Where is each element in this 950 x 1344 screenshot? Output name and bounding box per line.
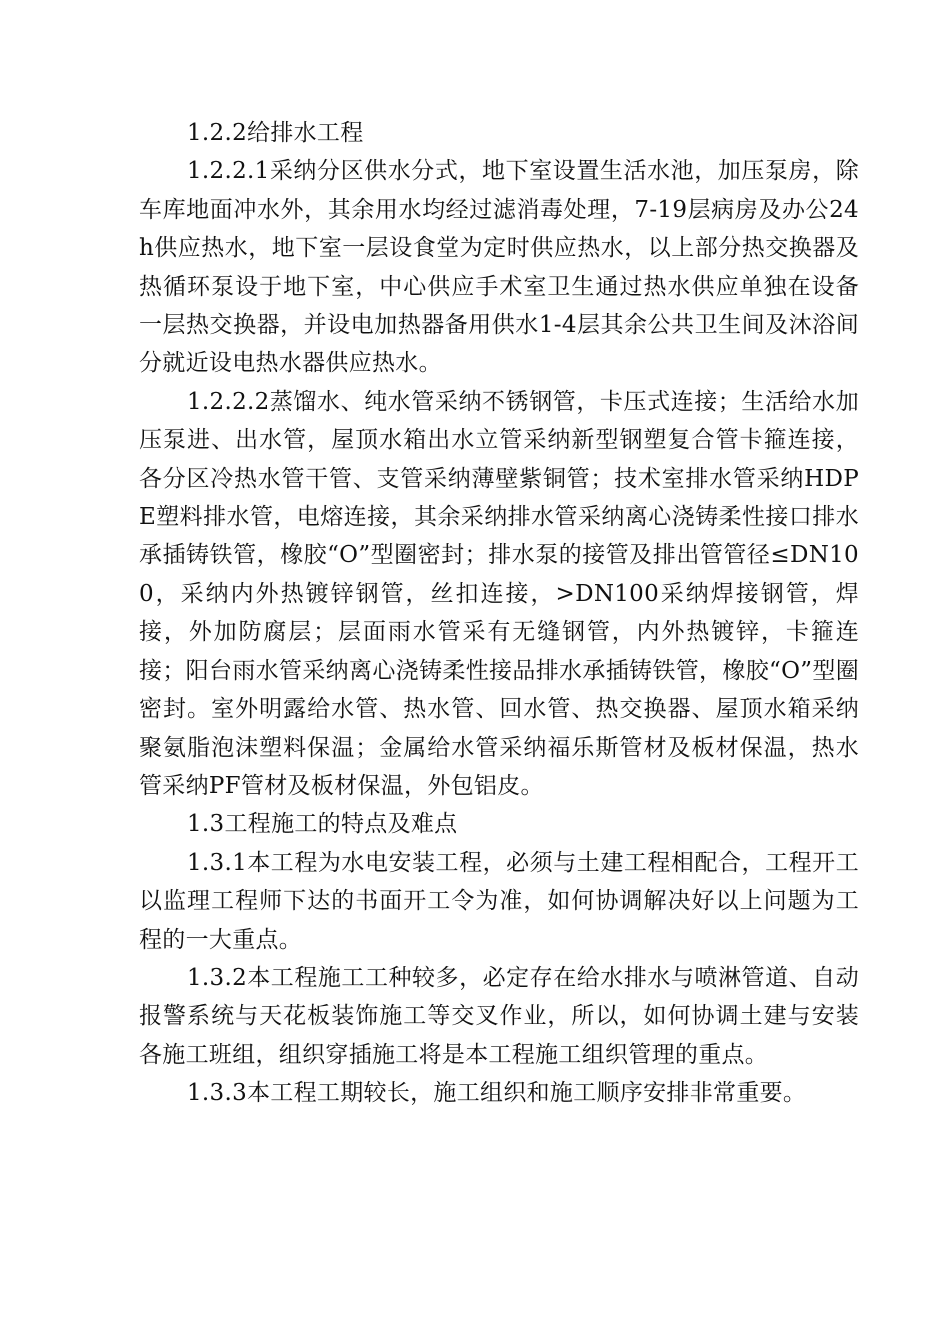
paragraph-1-3-2: 1.3.2本工程施工工种较多，必定存在给水排水与喷淋管道、自动报警系统与天花板装饰施工等交叉作业，所以，如何协调土建与安装各施工班组，组织穿插施工将是本工程施工组织管理的重点。: [139, 964, 859, 1068]
document-body: [139, 114, 859, 1113]
section-heading-1-2-2: 1.2.2给排水工程: [187, 120, 364, 146]
section-heading-1-3: 1.3工程施工的特点及难点: [187, 811, 458, 838]
paragraph-1-2-2-2: 1.2.2.2蒸馏水、纯水管采纳不锈钢管，卡压式连接；生活给水加压泵进、出水管，屋顶水箱出水立管采纳新型钢塑复合管卡箍连接，各分区冷热水管干管、支管采纳薄壁紫铜管；技术室排水管采纳HDPE塑料排水管，电熔连接，其余采纳排水管采纳离心浇铸柔性接口排水承插铸铁管，橡胶“O”型圈密封；排水泵的接管及排出管管径≤DN100，采纳内外热镀锌钢管，丝扣连接，>DN100采纳焊接钢管，焊接，外加防腐层；层面雨水管采有无缝钢管，内外热镀锌，卡箍连接；阳台雨水管采纳离心浇铸柔性接品排水承插铸铁管，橡胶“O”型圈密封。室外明露给水管、热水管、回水管、热交换器、屋顶水箱采纳聚氨脂泡沫塑料保温；金属给水管采纳福乐斯管材及板材保温，热水管采纳PF管材及板材保温，外包铝皮。: [139, 388, 859, 799]
paragraph-1-3-3: 1.3.3本工程工期较长，施工组织和施工顺序安排非常重要。: [187, 1080, 807, 1107]
paragraph-1-2-2-1: 1.2.2.1采纳分区供水分式，地下室设置生活水池，加压泵房，除车库地面冲水外，其余用水均经过滤消毒处理，7-19层病房及办公24h供应热水，地下室一层设食堂为定时供应热水，以上部分热交换器及热循环泵设于地下室，中心供应手术室卫生通过热水供应单独在设备一层热交换器，并设电加热器备用供水1-4层其余公共卫生间及沐浴间分就近设电热水器供应热水。: [139, 158, 859, 377]
paragraph-1-3-1: 1.3.1本工程为水电安装工程，必须与土建工程相配合，工程开工以监理工程师下达的书面开工令为准，如何协调解决好以上问题为工程的一大重点。: [139, 849, 859, 953]
